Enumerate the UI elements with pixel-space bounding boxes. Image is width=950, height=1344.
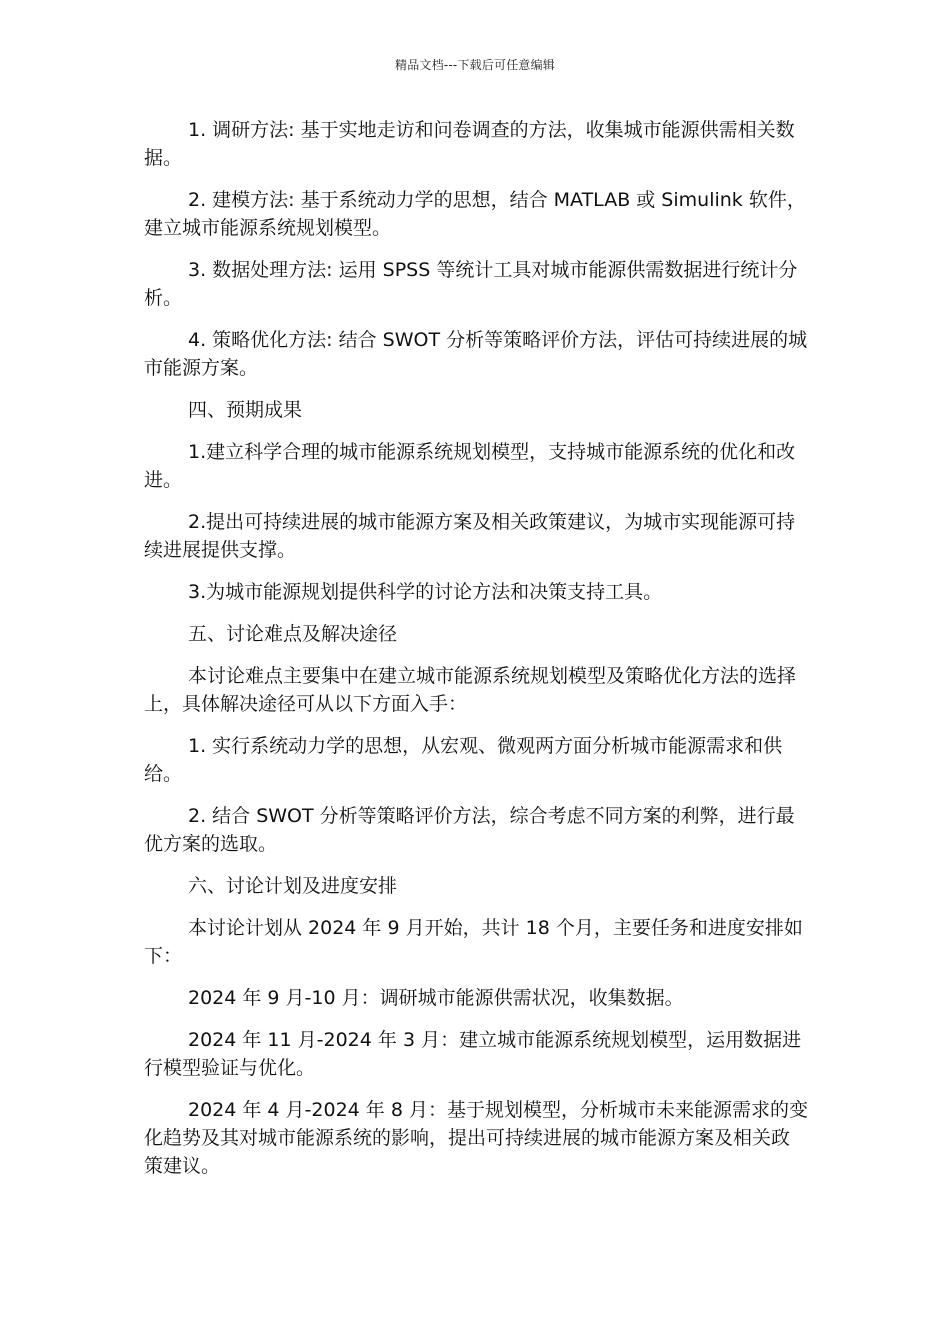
section-heading-difficulties: 五、讨论难点及解决途径 [188, 623, 398, 645]
paragraph-schedule-2: 2024 年 11 月-2024 年 3 月：建立城市能源系统规划模型，运用数据进行模型验证与优化。 [144, 1029, 802, 1079]
paragraph-method-research: 1. 调研方法: 基于实地走访和问卷调查的方法，收集城市能源供需相关数据。 [144, 119, 795, 169]
paragraph-schedule-3: 2024 年 4 月-2024 年 8 月：基于规划模型，分析城市未来能源需求的变化趋势及其对城市能源系统的影响，提出可持续进展的城市能源方案及相关政策建议。 [144, 1099, 808, 1177]
paragraph-difficulties-intro: 本讨论难点主要集中在建立城市能源系统规划模型及策略优化方法的选择上，具体解决途径可从以下方面入手： [144, 665, 797, 715]
paragraph-schedule-1: 2024 年 9 月-10 月：调研城市能源供需状况，收集数据。 [188, 987, 684, 1009]
paragraph-method-modeling: 2. 建模方法: 基于系统动力学的思想，结合 MATLAB 或 Simulink 软件，建立城市能源系统规划模型。 [144, 189, 806, 239]
paragraph-method-data-processing: 3. 数据处理方法: 运用 SPSS 等统计工具对城市能源供需数据进行统计分析。 [144, 259, 798, 309]
document-body [144, 116, 808, 1194]
paragraph-difficulty-1: 1. 实行系统动力学的思想，从宏观、微观两方面分析城市能源需求和供给。 [144, 735, 783, 785]
page-header: 精品文档---下载后可任意编辑 [395, 58, 555, 72]
paragraph-method-strategy: 4. 策略优化方法: 结合 SWOT 分析等策略评价方法，评估可持续进展的城市能源方案。 [144, 329, 808, 379]
section-heading-schedule: 六、讨论计划及进度安排 [188, 875, 398, 897]
paragraph-schedule-intro: 本讨论计划从 2024 年 9 月开始，共计 18 个月，主要任务和进度安排如下： [144, 917, 803, 967]
paragraph-result-1: 1.建立科学合理的城市能源系统规划模型，支持城市能源系统的优化和改进。 [144, 441, 796, 491]
paragraph-result-2: 2.提出可持续进展的城市能源方案及相关政策建议，为城市实现能源可持续进展提供支撑。 [144, 511, 796, 561]
paragraph-difficulty-2: 2. 结合 SWOT 分析等策略评价方法，综合考虑不同方案的利弊，进行最优方案的选取。 [144, 805, 795, 855]
paragraph-result-3: 3.为城市能源规划提供科学的讨论方法和决策支持工具。 [188, 581, 663, 603]
section-heading-expected-results: 四、预期成果 [188, 399, 303, 421]
